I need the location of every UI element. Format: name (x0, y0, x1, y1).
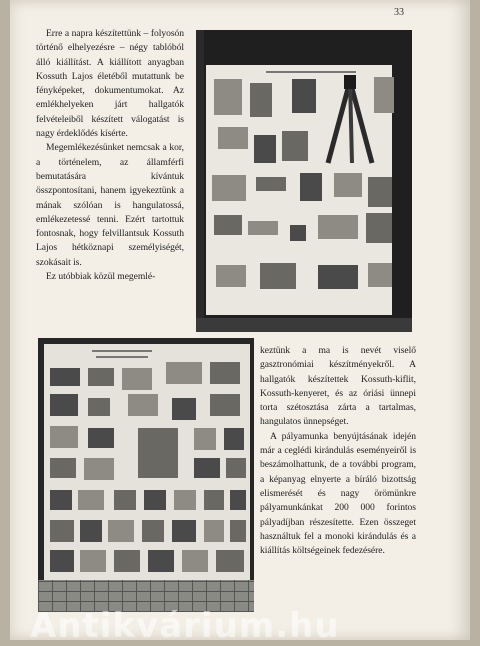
board-image (182, 550, 208, 572)
board-image (256, 177, 286, 191)
board-image (204, 520, 224, 542)
text-column-bottom (260, 344, 416, 558)
board-image (144, 490, 166, 510)
board-image (114, 490, 136, 510)
board-image (368, 177, 392, 207)
board-image (214, 79, 242, 115)
exhibition-board (206, 65, 392, 315)
board-image (254, 135, 276, 163)
board-image (80, 550, 106, 572)
board-image (128, 394, 158, 416)
board-heading (96, 356, 148, 358)
board-image (122, 368, 152, 390)
board-image (166, 362, 202, 384)
board-image (334, 173, 362, 197)
board-heading (92, 350, 152, 352)
board-image (50, 550, 74, 572)
board-image (50, 458, 76, 478)
board-image (250, 83, 272, 117)
board-image (210, 394, 240, 416)
board-image (80, 520, 102, 542)
paragraph: A pályamunka benyújtásának idején már a ceglédi kirándulás eseményeiről is beszámolhattunk, de a további program, a képanyag elnyerte a bíráló bizottság elismerését és nagy örömünkre pályamunkánkat 200 000 forintos pályadíjban részesítette. Ezen összeget használtuk fel a monoki kirándulás és a kiállítás költségeinek fedezésére. (260, 430, 416, 557)
board-image (318, 265, 358, 289)
watermark: Antikvárium.hu (30, 606, 340, 646)
portrait-image (138, 428, 178, 478)
portrait-image (292, 79, 316, 113)
board-image (218, 127, 248, 149)
board-image (226, 458, 246, 478)
paragraph: Ez utóbbiak közül megemlé- (46, 271, 156, 283)
board-image (172, 520, 196, 542)
board-image (216, 550, 244, 572)
paragraph: Megemlékezésünket nemcsak a kor, a történelem, az államférfi bemutatására kívántuk összpontosítani, hanem igyekeztünk a mának szólóan is hangulatossá, emlékezetessé tenni. Ezért tartottuk fontosnak, hogy felvillantsuk Kossuth Lajos hétköznapi személyiségét, szokásait is. (36, 142, 184, 268)
board-image (108, 520, 134, 542)
board-heading (266, 71, 356, 73)
paragraph: Erre a napra készítettünk – folyosón történő elhelyezésre – négy tablóból álló kiállítást. A kiállított anyagban Kossuth Lajos életéből mutattunk be fényképeket, dokumentumokat. Az emlékhelyeken járt hallgatók felvételeiből készített válogatást is nagy érdeklődés kísérte. (36, 28, 184, 140)
board-image (300, 173, 322, 201)
board-image (148, 550, 174, 572)
board-image (230, 490, 246, 510)
board-image (210, 362, 240, 384)
paragraph: keztünk a ma is nevét viselő gasztronómiai készítményekről. A hallgatók készítettek Kossuth-kiflit, Kossuth-kenyeret, és az óriási ünnepi torta szétosztása zárta a tartalmas, hangulatos ünnepséget. (260, 345, 416, 428)
board-image (230, 520, 246, 542)
board-image (114, 550, 140, 572)
board-image (174, 490, 196, 510)
board-image (290, 225, 306, 241)
tripod-sculpture (322, 75, 378, 165)
board-image (142, 520, 164, 542)
board-image (172, 398, 196, 420)
board-image (50, 490, 72, 510)
display-stand (196, 30, 204, 332)
board-image (366, 213, 392, 243)
board-image (194, 428, 216, 450)
book-page (10, 0, 470, 640)
board-image (318, 215, 358, 239)
board-image (248, 221, 278, 235)
board-image (204, 490, 224, 510)
board-image (88, 428, 114, 448)
board-image (368, 263, 392, 287)
board-image (50, 368, 80, 386)
exhibition-photo-2 (38, 338, 254, 612)
floor (196, 318, 412, 332)
text-column-top (36, 27, 184, 284)
board-image (50, 426, 78, 448)
page-number: 33 (394, 7, 404, 18)
board-image (88, 398, 110, 416)
board-image (282, 131, 308, 161)
board-image (194, 458, 220, 478)
board-image (216, 265, 246, 287)
board-image (84, 458, 114, 480)
exhibition-photo-1 (196, 30, 412, 332)
board-image (212, 175, 246, 201)
board-image (78, 490, 104, 510)
board-image (50, 520, 74, 542)
board-image (50, 394, 78, 416)
exhibition-board (44, 344, 250, 580)
board-image (88, 368, 114, 386)
board-image (260, 263, 296, 289)
board-image (224, 428, 244, 450)
board-image (214, 215, 242, 235)
